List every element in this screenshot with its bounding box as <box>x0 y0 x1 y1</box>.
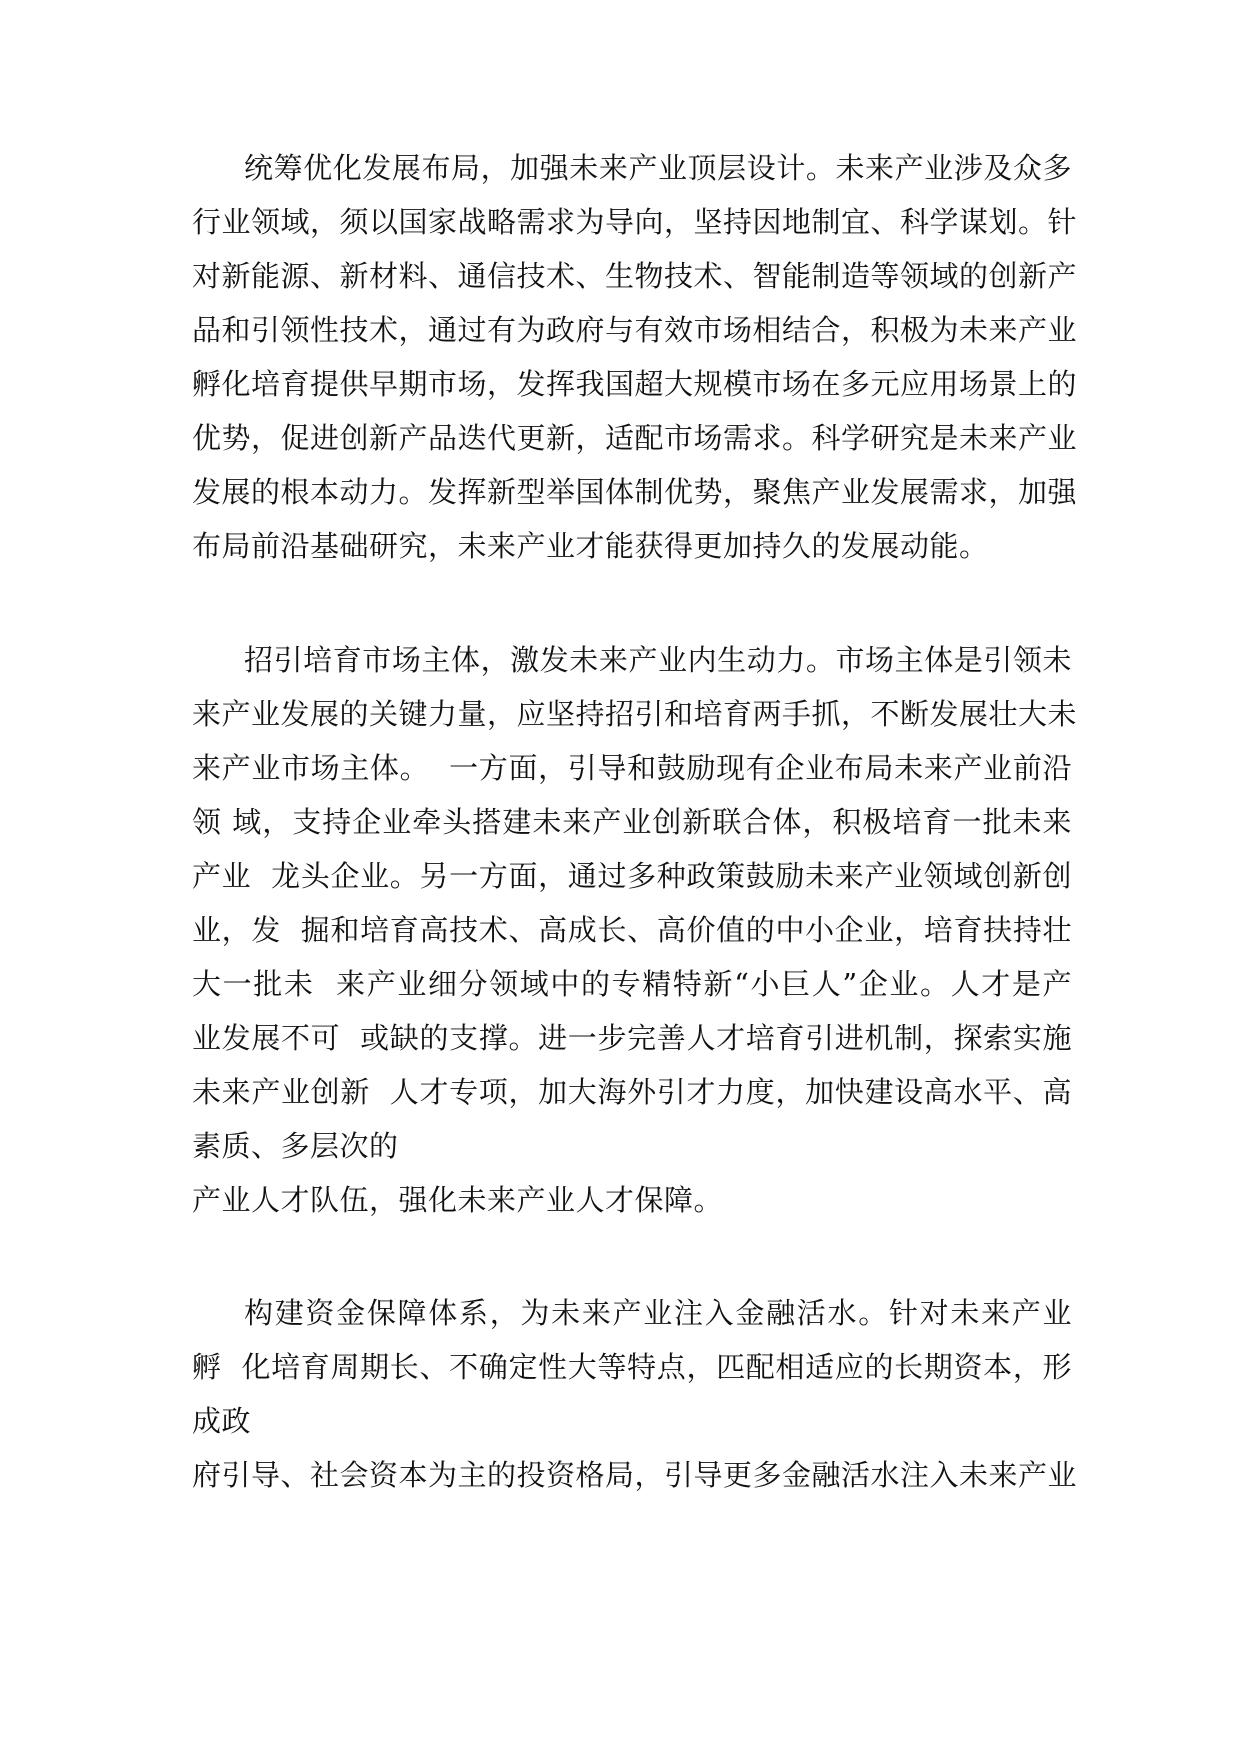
text-line: 产业 龙头企业。另一方面，通过多种政策鼓励未来产业领域创新创 <box>192 859 1072 893</box>
text-line: 业发展不可 或缺的支撑。进一步完善人才培育引进机制，探索实施 <box>192 1021 1072 1055</box>
text-line: 优势，促进创新产品迭代更新，适配市场需求。科学研究是未来产业 <box>192 421 1078 455</box>
text-line: 统筹优化发展布局，加强未来产业顶层设计。未来产业涉及众多 <box>244 151 1072 185</box>
text-line: 府引导、社会资本为主的投资格局，引导更多金融活水注入未来产业 <box>192 1458 1078 1492</box>
text-line: 来产业发展的关键力量，应坚持招引和培育两手抓，不断发展壮大未 <box>192 697 1078 731</box>
text-line: 发展的根本动力。发挥新型举国体制优势，聚焦产业发展需求，加强 <box>192 475 1078 509</box>
text-line: 产业人才队伍，强化未来产业人才保障。 <box>192 1183 724 1217</box>
text-line: 行业领域，须以国家战略需求为导向，坚持因地制宜、科学谋划。针 <box>192 205 1078 239</box>
text-line: 成政 <box>192 1404 252 1438</box>
text-line: 领 域，支持企业牵头搭建未来产业创新联合体，积极培育一批未来 <box>192 805 1072 839</box>
text-line: 孵 化培育周期长、不确定性大等特点，匹配相适应的长期资本，形 <box>192 1350 1072 1384</box>
text-line: 孵化培育提供早期市场，发挥我国超大规模市场在多元应用场景上的 <box>192 367 1078 401</box>
text-line: 大一批未 来产业细分领域中的专精特新“小巨人”企业。人才是产 <box>192 967 1072 1001</box>
text-line: 素质、多层次的 <box>192 1129 399 1163</box>
text-line: 构建资金保障体系，为未来产业注入金融活水。针对未来产业 <box>244 1296 1072 1330</box>
text-line: 未来产业创新 人才专项，加大海外引才力度，加快建设高水平、高 <box>192 1075 1072 1109</box>
text-line: 招引培育市场主体，激发未来产业内生动力。市场主体是引领未 <box>244 643 1072 677</box>
text-line: 品和引领性技术，通过有为政府与有效市场相结合，积极为未来产业 <box>192 313 1078 347</box>
text-line: 业，发 掘和培育高技术、高成长、高价值的中小企业，培育扶持壮 <box>192 913 1072 947</box>
text-line: 布局前沿基础研究，未来产业才能获得更加持久的发展动能。 <box>192 529 989 563</box>
text-line: 来产业市场主体。 一方面，引导和鼓励现有企业布局未来产业前沿 <box>192 751 1072 785</box>
text-line: 对新能源、新材料、通信技术、生物技术、智能制造等领域的创新产 <box>192 259 1078 293</box>
